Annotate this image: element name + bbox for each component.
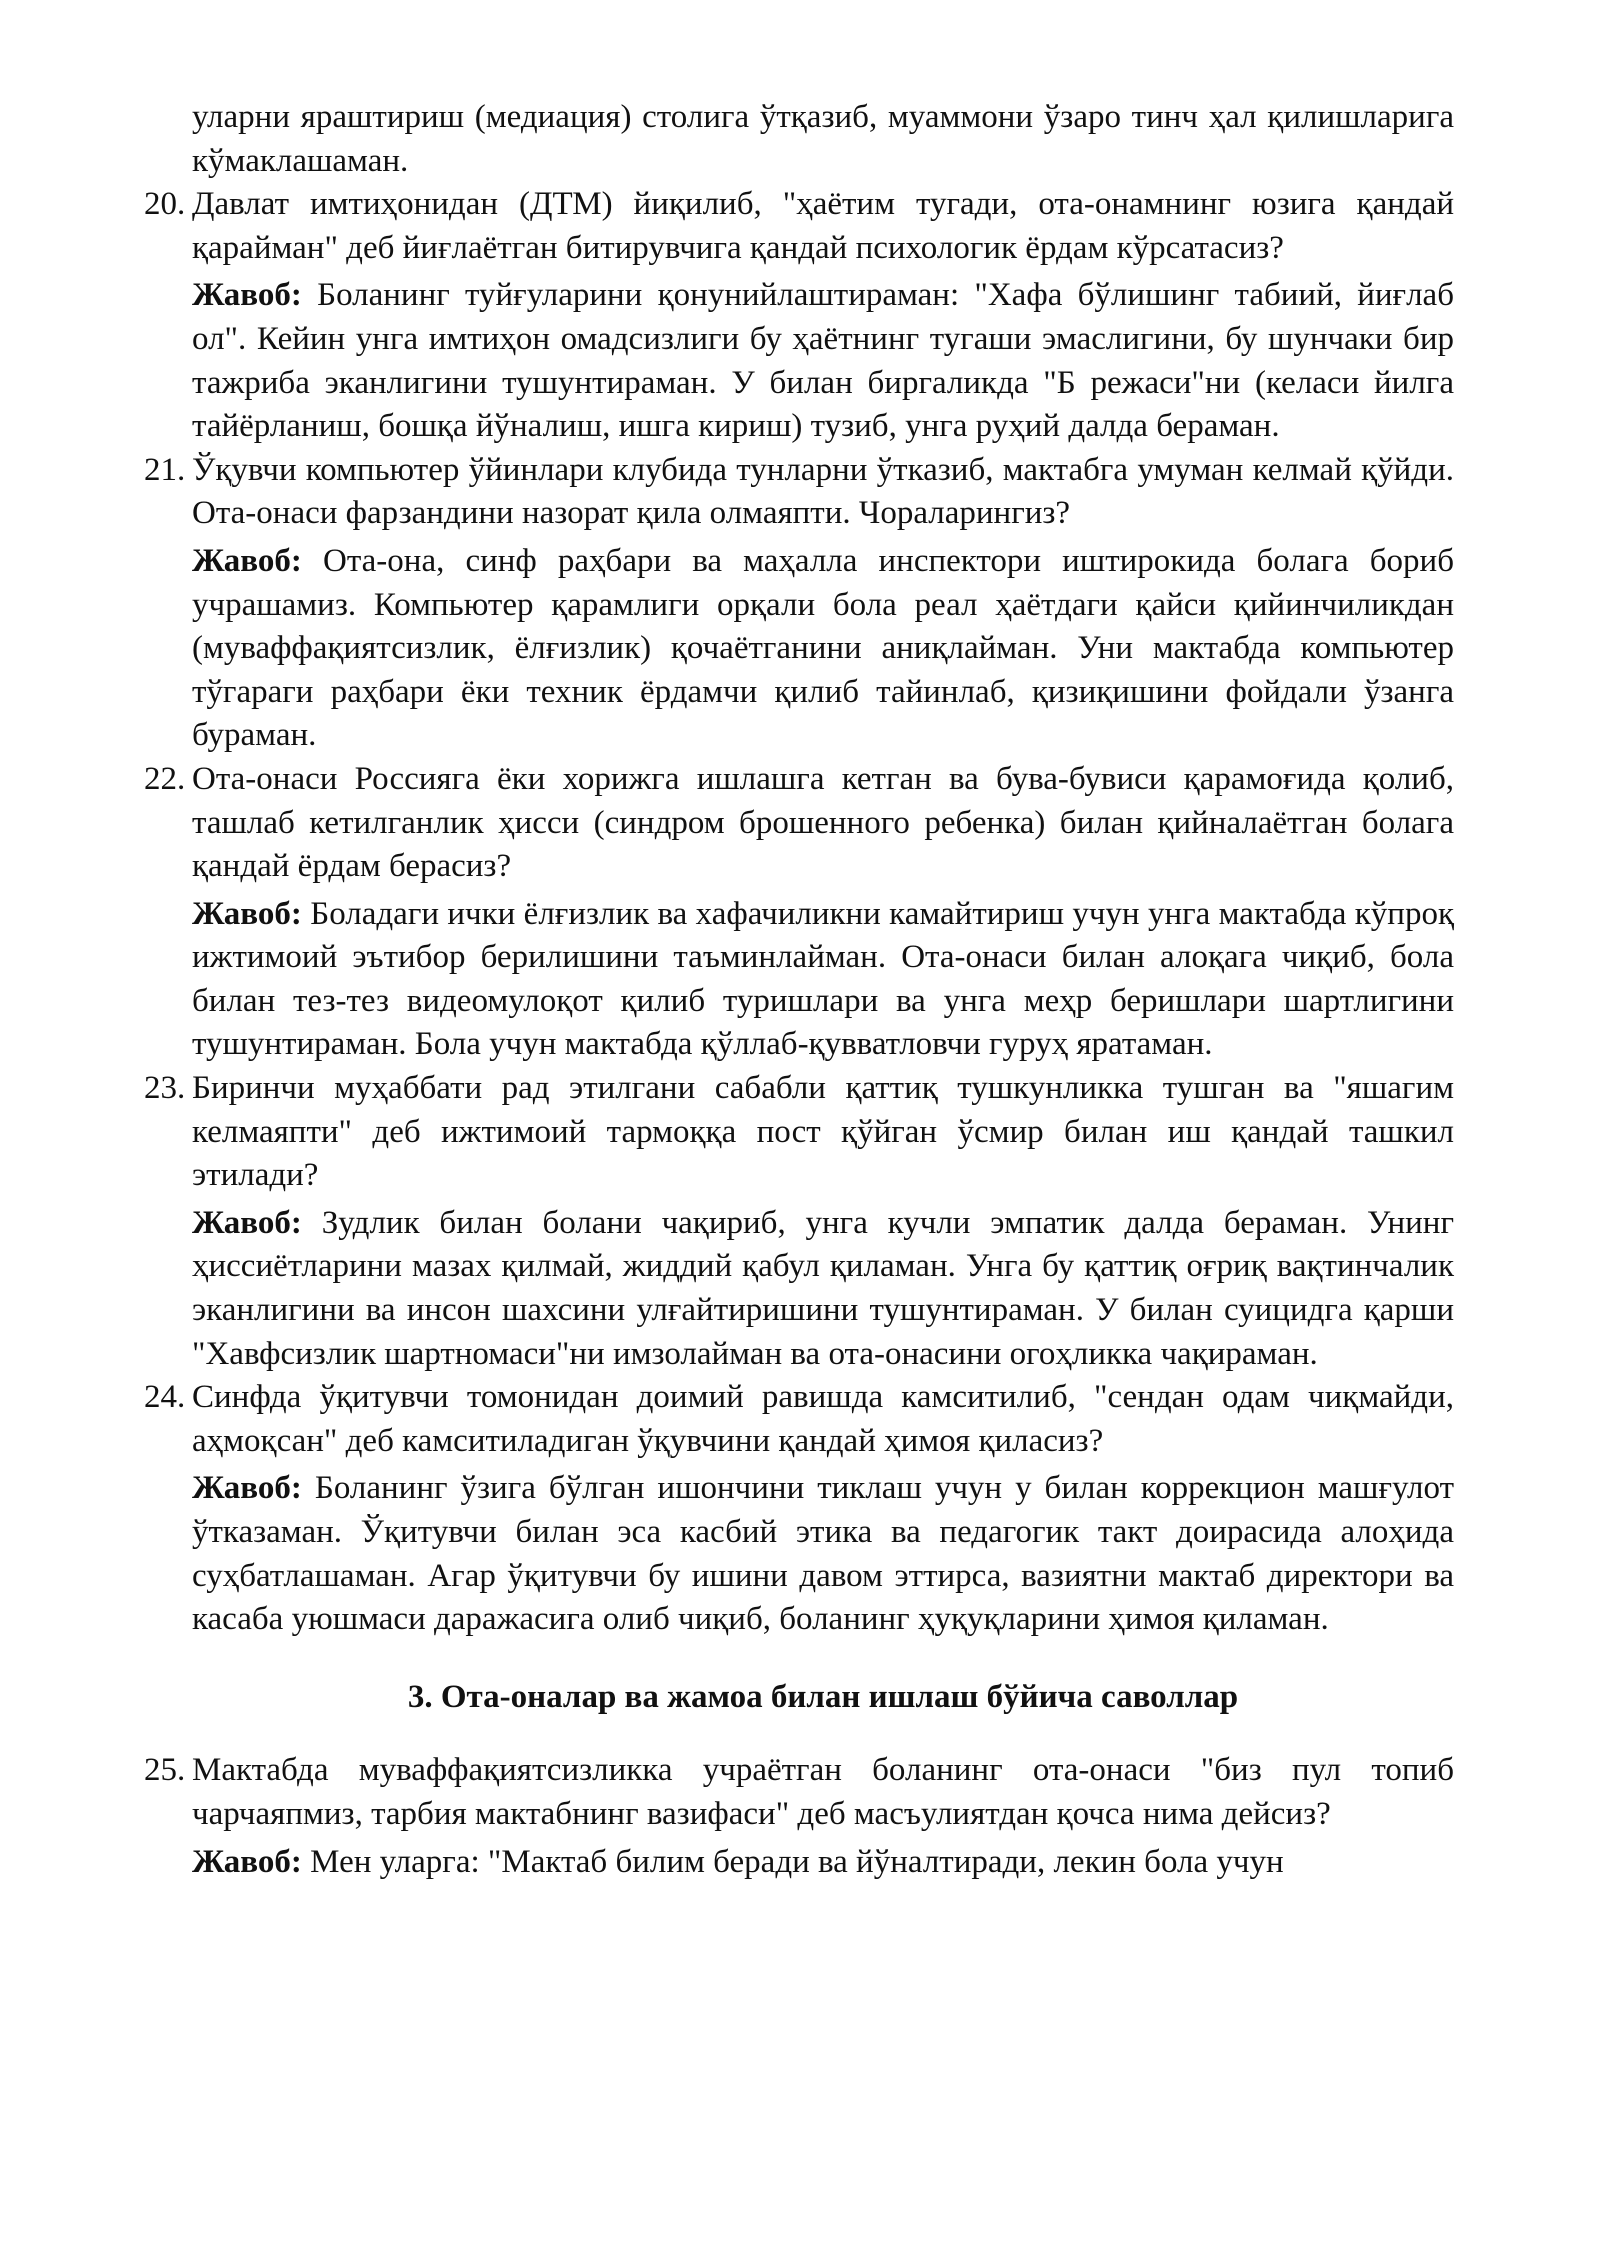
item-number: 20. — [144, 186, 186, 223]
list-item — [144, 1067, 1454, 1376]
answer-text: Ота-она, синф раҳбари ва маҳалла инспектори иштирокида болага бориб учрашамиз. Компьютер қарамлиги орқали бола реал ҳаётдаги қайси қийинчиликдан (муваффақиятсизлик, ёлғизлик) қочаётганини аниқлайман. Уни мактабда компьютер тўгараги раҳбари ёки техник ёрдамчи қилиб тайинлаб, қизиқишини фойдали ўзанга бураман. — [192, 542, 1454, 754]
answer-paragraph — [192, 889, 1454, 1067]
answer-label: Жавоб: — [192, 1204, 302, 1241]
question-text: Мактабда муваффақиятсизликка учраётган боланинг ота-онаси "биз пул топиб чарчаяпмиз, тарбия мактабнинг вазифаси" деб масъулиятдан қочса нима дейсиз? — [192, 1752, 1454, 1832]
answer-text: Боладаги ички ёлғизлик ва хафачиликни камайтириш учун унга мактабда кўпроқ ижтимоий эътибор берилишини таъминлайман. Ота-онаси билан алоқага чиқиб, бола билан тез-тез видеомулоқот қилиб туришлари ва унга меҳр беришлари шартлигини тушунтираман. Бола учун мактабда қўллаб-қувватловчи гуруҳ яратаман. — [192, 895, 1454, 1063]
list-item — [144, 1376, 1454, 1642]
question-text: Давлат имтиҳонидан (ДТМ) йиқилиб, "ҳаётим тугади, ота-онамнинг юзига қандай қарайман" деб йиғлаётган битирувчига қандай психологик ёрдам кўрсатасиз? — [192, 186, 1454, 266]
item-number: 25. — [144, 1752, 186, 1789]
list-item — [144, 183, 1454, 449]
question-text: Ота-онаси Россияга ёки хорижга ишлашга кетган ва бува-бувиси қарамоғида қолиб, ташлаб кетилганлик ҳисси (синдром брошенного ребенка) билан қийналаётган болага қандай ёрдам берасиз? — [192, 760, 1454, 885]
answer-paragraph — [192, 1837, 1454, 1885]
question-text: Ўқувчи компьютер ўйинлари клубида тунларни ўтказиб, мактабга умуман келмай қўйди. Ота-онаси фарзандини назорат қила олмаяпти. Чораларингиз? — [192, 451, 1454, 532]
answer-text: Зудлик билан болани чақириб, унга кучли эмпатик далда бераман. Унинг ҳиссиётларини мазах қилмай, жиддий қабул қиламан. Унга бу қаттиқ оғриқ вақтинчалик эканлигини ва инсон шахсини улғайтиришини тушунтираман. У билан суицидга қарши "Хавфсизлик шартномаси"ни имзолайман ва ота-онасини огоҳликка чақираман. — [192, 1204, 1454, 1372]
answer-text: Боланинг туйғуларини қонунийлаштираман: "Хафа бўлишинг табиий, йиғлаб ол". Кейин унга имтиҳон омадсизлиги бу ҳаётнинг тугаши эмаслигини, бу шунчаки бир тажриба эканлигини тушунтираман. У билан биргаликда "Б режаси"ни (келаси йилга тайёрланиш, бошқа йўналиш, ишга кириш) тузиб, унга руҳий далда бераман. — [192, 277, 1454, 445]
list-item — [144, 1749, 1454, 1884]
answer-paragraph — [192, 536, 1454, 758]
question-text: Синфда ўқитувчи томонидан доимий равишда камситилиб, "сендан одам чиқмайди, аҳмоқсан" деб камситиладиган ўқувчини қандай ҳимоя қиласиз? — [192, 1379, 1454, 1459]
list-item — [144, 758, 1454, 1067]
list-item — [144, 449, 1454, 758]
question-text: Биринчи муҳаббати рад этилгани сабабли қаттиқ тушкунликка тушган ва "яшагим келмаяпти" деб ижтимоий тармоққа пост қўйган ўсмир билан иш қандай ташкил этилади? — [192, 1070, 1454, 1194]
answer-label: Жавоб: — [192, 1470, 302, 1507]
answer-paragraph — [192, 270, 1454, 448]
item-number: 24. — [144, 1379, 186, 1416]
answer-label: Жавоб: — [192, 277, 302, 314]
answer-paragraph — [192, 1198, 1454, 1376]
answer-label: Жавоб: — [192, 542, 302, 579]
item-number: 23. — [144, 1070, 186, 1107]
answer-text: Мен уларга: "Мактаб билим беради ва йўналтиради, лекин бола учун — [301, 1843, 1284, 1880]
answer-text: Боланинг ўзига бўлган ишончини тиклаш учун у билан коррекцион машғулот ўтказаман. Ўқитувчи билан эса касбий этика ва педагогик такт доирасида алоҳида суҳбатлашаман. Агар ўқитувчи бу ишини давом эттирса, вазиятни мактаб директори ва касаба уюшмаси даражасига олиб чиқиб, боланинг ҳуқуқларини ҳимоя қиламан. — [192, 1470, 1454, 1638]
item-number: 22. — [144, 760, 186, 797]
answer-label: Жавоб: — [192, 895, 302, 932]
answer-label: Жавоб: — [192, 1843, 302, 1880]
intro-paragraph: уларни яраштириш (медиация) столига ўтқазиб, муаммони ўзаро тинч ҳал қилишларига кўмаклашаман. — [192, 99, 1454, 179]
answer-paragraph — [192, 1463, 1454, 1641]
item-number: 21. — [144, 451, 186, 488]
section-heading: 3. Ота-оналар ва жамоа билан ишлаш бўйича саволлар — [407, 1678, 1239, 1715]
